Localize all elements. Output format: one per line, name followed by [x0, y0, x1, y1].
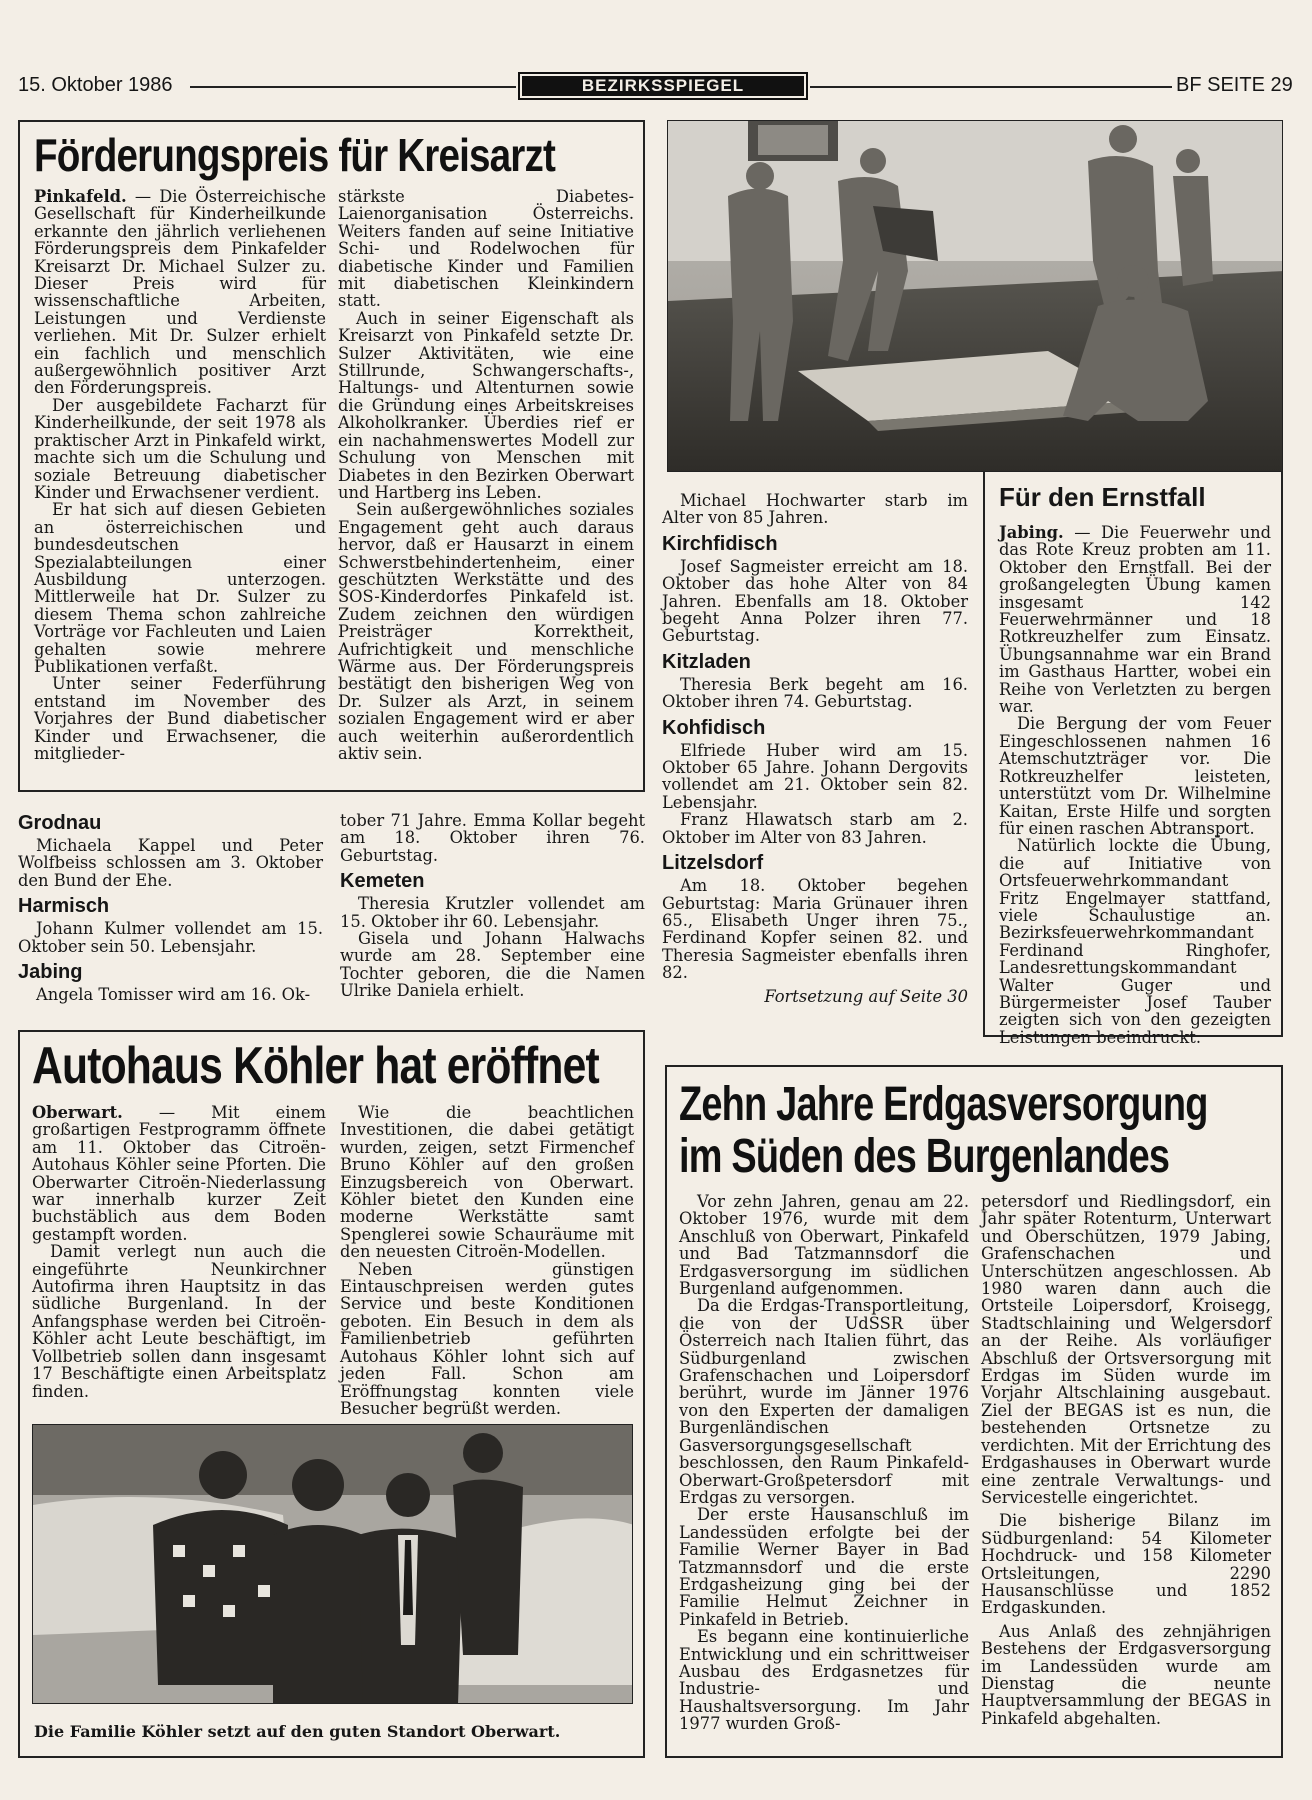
article-column-2 [981, 1193, 1271, 1727]
article-foerderungspreis [18, 120, 645, 792]
continued-note: Fortsetzung auf Seite 30 [764, 986, 968, 1006]
article-autohaus [18, 1030, 645, 1758]
paragraph: Da die Erdgas-Transportleitung, die von der UdSSR über Österreich nach Italien führt, das Südburgenland zwischen Grafenschachen und Loipersdorf berührt, wurde im Jänner 1976 von den Experten der damaligen Burgenländischen Gasversorgungsgesellschaft beschlossen, den Raum Pinkafeld-Oberwart-Großpetersdorf mit Erdgas zu versorgen. [679, 1296, 969, 1507]
paragraph: Vor zehn Jahren, genau am 22. Oktober 1976, wurde mit dem Anschluß von Oberwart, Pinkafeld und Bad Tatzmannsdorf die Erdgasversorgung im südlichen Burgenland aufgenommen. [679, 1192, 969, 1299]
place-heading: Kohfidisch [662, 716, 766, 739]
paragraph: Elfriede Huber wird am 15. Oktober 65 Jahre. Johann Dergovits vollendet am 21. Oktober sein 82. Lebensjahr. [662, 740, 968, 812]
photo-caption: Die Familie Köhler setzt auf den guten Standort Oberwart. [34, 1722, 561, 1741]
paragraph: tober 71 Jahre. Emma Kollar begeht am 18. Oktober ihren 76. Geburtstag. [340, 811, 645, 865]
article-headline: Für den Ernstfall [999, 482, 1206, 512]
article-headline-line-2: im Süden des Burgenlandes [679, 1130, 1170, 1183]
anniversaries-left [18, 806, 323, 1003]
dateline: Pinkafeld. [34, 187, 127, 206]
paragraph: petersdorf und Riedlingsdorf, ein Jahr später Rotenturm, Unterwart und Oberschützen, 1979 Jabing, Grafenschachen und Unterschützen angeschlossen. Ab 1980 waren dann auch die Ortsteile Loipersdorf, Kroisegg, Stadtschlaining und Welgersdorf an der Reihe. Als vorläufiger Abschluß der Ortsversorgung mit Erdgas im Süden wurde im Vorjahr Altschlaining ausgebaut. Ziel der BEGAS ist es nun, die bestehenden Ortsnetze zu verdichten. Mit der Errichtung des Erdgashauses in Oberwart wurde eine zentrale Verwaltungs- und Servicestelle eingerichtet. [981, 1192, 1271, 1507]
place-heading: Grodnau [18, 812, 102, 834]
paragraph: Angela Tomisser wird am 16. Ok- [36, 985, 311, 1005]
article-headline: Förderungspreis für Kreisarzt [34, 129, 556, 181]
paragraph: Unter seiner Federführung entstand im November des Vorjahres der Bund diabetischer Kinder und Erwachsener, die mitglieder- [34, 674, 326, 763]
article-body [999, 524, 1271, 1046]
article-headline-line-1: Zehn Jahre Erdgasversorgung [679, 1078, 1208, 1131]
article-column-1 [32, 1104, 326, 1400]
paragraph: Sein außergewöhnliches soziales Engagement geht auch daraus hervor, daß er Hausarzt in einem Schwerstbehindertenheim, einer geschützten Werkstätte und des SOS-Kinderdorfes Pinkafeld ist. Zudem zeichnen den würdigen Preisträger Korrektheit, Aufrichtigkeit und menschliche Wärme aus. Der Förderungspreis bestätigt den bisherigen Weg von Dr. Sulzer als Arzt, in seinem sozialen Engagement wird er aber auch weiterhin außerordentlich aktiv sein. [338, 500, 634, 763]
place-heading: Kirchfidisch [662, 532, 778, 555]
header-rule-right [810, 86, 1172, 88]
anniversaries-right [662, 492, 968, 1005]
article-erdgas [665, 1065, 1283, 1758]
place-heading: Litzelsdorf [662, 852, 764, 875]
paragraph: stärkste Diabetes-Laienorganisation Österreichs. Weiters fanden auf seine Initiative Schi- und Rodelwochen für diabetische Kinder und Familien mit diabetischen Kleinkindern statt. [338, 187, 634, 311]
paragraph: Die bisherige Bilanz im Südburgenland: 54 Kilometer Hochdruck- und 158 Kilometer Ortsleitungen, 2290 Hausanschlüsse und 1852 Erdgaskunden. [981, 1511, 1271, 1618]
paragraph: — Die Österreichische Gesellschaft für Kinderheilkunde erkannte den jährlich verliehenen Förderungspreis dem Pinkafelder Kreisarzt Dr. Michael Sulzer zu. Dieser Preis wird für wissenschaftliche Arbeiten, Leistungen und Verdienste verliehen. Mit Dr. Sulzer erhielt ein fachlich und menschlich außergewöhnlich positiver Arzt den Förderungspreis. [34, 187, 326, 398]
article-column-1 [34, 188, 326, 762]
article-column-2 [338, 188, 634, 762]
paragraph: Auch in seiner Eigenschaft als Kreisarzt von Pinkafeld setzte Dr. Sulzer Aktivitäten, wie eine Stillrunde, Schwangerschafts-, Haltungs- und Altenturnen sowie die Gründung eines Arbeitskreises Alkoholkranker. Überdies rief er ein nachahmenswertes Modell zur Schulung von Menschen mit Diabetes in den Bezirken Oberwart und Hartberg ins Leben. [338, 308, 634, 502]
paragraph: Theresia Berk begeht am 16. Oktober ihren 74. Geburtstag. [662, 674, 968, 712]
paragraph: Josef Sagmeister erreicht am 18. Oktober das hohe Alter von 84 Jahren. Ebenfalls am 18. Oktober begeht Anna Polzer ihren 77. Geburtstag. [662, 556, 968, 646]
place-heading: Jabing [18, 961, 83, 984]
paragraph: Michaela Kappel und Peter Wolfbeiss schlossen am 3. Oktober den Bund der Ehe. [18, 836, 323, 890]
page-number: BF SEITE 29 [1176, 74, 1293, 96]
paragraph: Wie die beachtlichen Investitionen, die dabei getätigt wurden, zeigen, setzt Firmenchef Bruno Köhler auf den großen Einzugsbereich von Oberwart. Köhler bietet den Kunden eine moderne Werkstätte samt Spenglerei sowie Schauräume mit den neuesten Citroën-Modellen. [340, 1103, 634, 1262]
dateline: Jabing. [999, 523, 1064, 542]
paragraph: Damit verlegt nun auch die eingeführte Neunkirchner Autofirma ihren Hauptsitz in das südliche Burgenland. In der Anfangsphase werden bei Citroën-Köhler acht Leute beschäftigt, im Vollbetrieb sollen dann insgesamt 17 Beschäftigte einen Arbeitsplatz finden. [32, 1242, 326, 1401]
section-label: BEZIRKSSPIEGEL [522, 76, 804, 96]
page-header [18, 72, 1294, 102]
paragraph: Theresia Krutzler vollendet am 15. Oktober ihr 60. Lebensjahr. [340, 894, 645, 931]
paragraph: Er hat sich auf diesen Gebieten an österreichischen und bundesdeutschen Spezialabteilungen einer Ausbildung unterzogen. Mittlerweile hat Dr. Sulzer zu diesem Thema schon zahlreiche Vorträge vor Fachleuten und Laien gehalten sowie mehrere Publikationen verfaßt. [34, 500, 326, 676]
place-heading: Kitzladen [662, 650, 751, 673]
paragraph: Michael Hochwarter starb im Alter von 85 Jahren. [662, 491, 968, 528]
anniversaries-middle [340, 812, 645, 1000]
paragraph: Am 18. Oktober begehen Geburtstag: Maria Grünauer ihren 65., Elisabeth Unger ihren 75., Ferdinand Kopfer seinen 82. und Theresia Sagmeister ebenfalls ihren 82. [662, 876, 968, 983]
paragraph: — Mit einem großartigen Festprogramm öffnete am 11. Oktober das Citroën-Autohaus Köhler seine Pforten. Die Oberwarter Citroën-Niederlassung war innerhalb kurzer Zeit buchstäblich aus dem Boden gestampft worden. [32, 1103, 326, 1244]
fire-drill-image [668, 121, 1283, 472]
paragraph: Es begann eine kontinuierliche Entwicklung und ein schrittweiser Ausbau des Erdgasnetzes für Industrie- und Haushaltsversorgung. Im Jahr 1977 wurden Groß- [679, 1627, 969, 1734]
paragraph: Der ausgebildete Facharzt für Kinderheilkunde, der seit 1978 als praktischer Arzt in Pinkafeld wirkt, machte sich um die Schulung und soziale Betreuung diabetischer Kinder und Erwachsener verdient. [34, 395, 326, 502]
paragraph: — Die Feuerwehr und das Rote Kreuz probten am 11. Oktober den Ernstfall. Bei der großangelegten Übung kamen insgesamt 142 Feuerwehrmänner und 18 Rotkreuzhelfer zum Einsatz. Übungsannahme war ein Brand im Gasthaus Hartter, wobei ein Reihe von Verletzten zu bergen war. [999, 523, 1271, 717]
article-headline: Autohaus Köhler hat eröffnet [32, 1037, 599, 1095]
paragraph: Aus Anlaß des zehnjährigen Bestehens der Erdgasversorgung im Landessüden wurde am Dienstag die neunte Hauptversammlung der BEGAS in Pinkafeld abgehalten. [981, 1621, 1271, 1728]
article-column-2 [340, 1104, 634, 1417]
article-ernstfall [983, 472, 1283, 1047]
place-heading: Harmisch [18, 895, 110, 918]
paragraph: Natürlich lockte die Übung, die auf Initiative von Ortsfeuerwehrkommandant Fritz Engelmayer stattfand, viele Schaulustige an. Bezirksfeuerwehrkommandant Ferdinand Ringhofer, Landesrettungskommandant Walter Guger und Bürgermeister Josef Tauber zeigten sich von den gezeigten Leistungen beeindruckt. [999, 836, 1271, 1047]
koehler-family-image [33, 1425, 633, 1704]
paragraph: Neben günstigen Eintauschpreisen werden gutes Service und beste Konditionen geboten. Ein Besuch in dem als Familienbetrieb geführten Autohaus Köhler lohnt sich auf jeden Fall. Schon am Eröffnungstag konnten viele Besucher begrüßt werden. [340, 1259, 634, 1418]
header-rule-left [190, 86, 516, 88]
section-label-box [518, 72, 808, 100]
paragraph: Gisela und Johann Halwachs wurde am 28. September eine Tochter geboren, die die Namen Ulrike Daniela erhielt. [340, 929, 645, 1001]
paragraph: Franz Hlawatsch starb am 2. Oktober im Alter von 83 Jahren. [662, 810, 968, 847]
issue-date: 15. Oktober 1986 [18, 74, 173, 96]
photo-koehler-family [32, 1424, 633, 1704]
place-heading: Kemeten [340, 870, 425, 893]
paragraph: Die Bergung der vom Feuer Eingeschlossenen nahmen 16 Atemschutzträger vor. Die Rotkreuzhelfer leisteten, unterstützt vom Dr. Wilhelmine Kaitan, Erste Hilfe und sorgten für einen raschen Abtransport. [999, 714, 1271, 838]
photo-fire-drill [667, 120, 1283, 472]
paragraph: Johann Kulmer vollendet am 15. Oktober sein 50. Lebensjahr. [18, 919, 323, 956]
dateline: Oberwart. [32, 1103, 123, 1122]
article-column-1 [679, 1193, 969, 1733]
paragraph: Der erste Hausanschluß im Landessüden erfolgte bei der Familie Werner Bayer in Bad Tatzmannsdorf und die erste Erdgasheizung ging bei der Familie Helmut Zeichner in Pinkafeld in Betrieb. [679, 1505, 969, 1629]
